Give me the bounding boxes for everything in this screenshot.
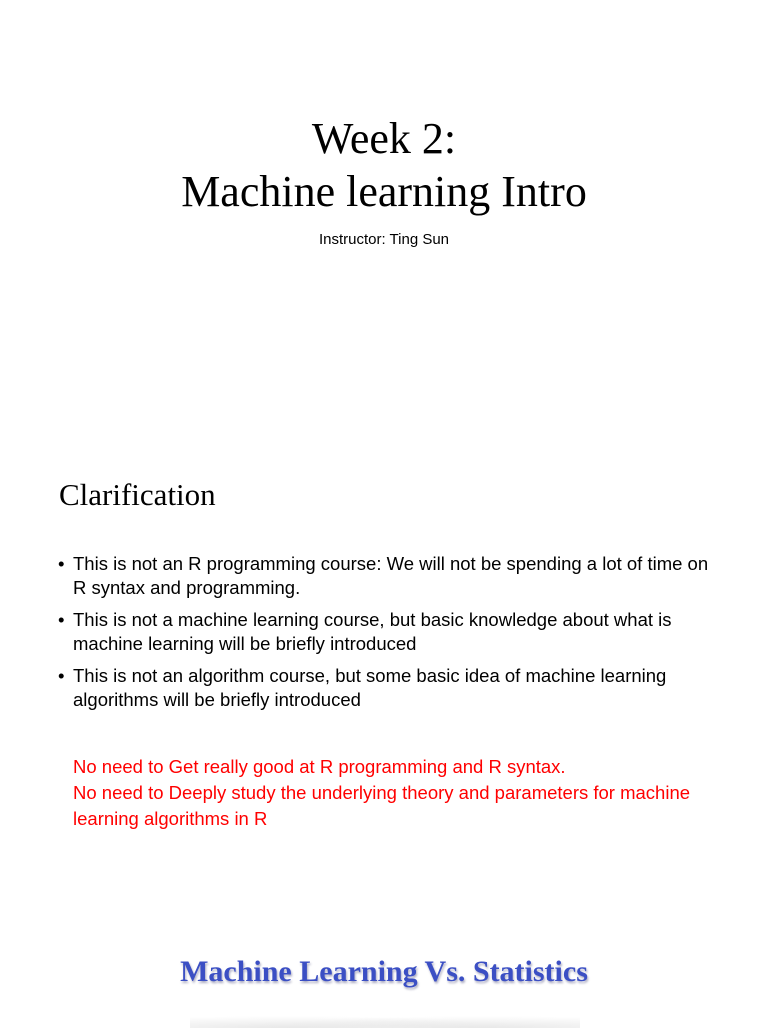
faded-illustration — [190, 1014, 580, 1028]
bullet-item — [58, 552, 718, 600]
red-note — [73, 754, 723, 832]
bullet-text: This is not an algorithm course, but some basic idea of machine learning algorithms will be briefly introduced — [73, 665, 667, 710]
bullet-item — [58, 664, 718, 712]
bullet-text: This is not an R programming course: We will not be spending a lot of time on R syntax and programming. — [73, 553, 709, 598]
bullet-dot-icon: • — [58, 553, 65, 574]
note-line: No need to Get really good at R programming and R syntax. — [73, 756, 566, 777]
slide-ml-vs-statistics — [0, 930, 768, 1024]
title-line-topic: Machine learning Intro — [181, 167, 587, 216]
bullet-text: This is not a machine learning course, but basic knowledge about what is machine learning will be briefly introduced — [73, 609, 672, 654]
title-line-week: Week 2: — [311, 114, 457, 163]
instructor-subtitle: Instructor: Ting Sun — [318, 231, 450, 248]
clarification-heading: Clarification — [59, 477, 216, 512]
bullet-list — [58, 552, 718, 720]
bullet-item — [58, 608, 718, 656]
slide-clarification — [0, 445, 768, 915]
slide-title — [0, 0, 768, 430]
bullet-dot-icon: • — [58, 609, 65, 630]
slide-title-text — [0, 112, 768, 218]
banner-title: Machine Learning Vs. Statistics — [180, 955, 588, 988]
bullet-dot-icon: • — [58, 665, 65, 686]
note-line: No need to Deeply study the underlying theory and parameters for machine learning algorithms in R — [73, 782, 691, 829]
